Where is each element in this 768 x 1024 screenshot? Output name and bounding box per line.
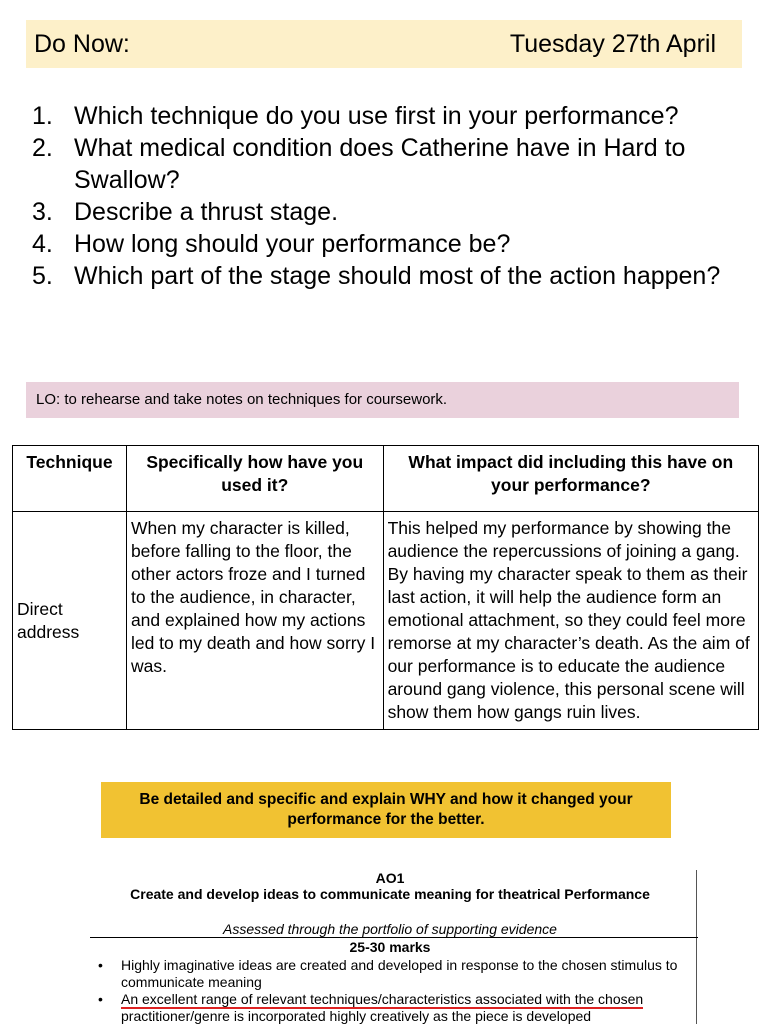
question-item	[26, 260, 746, 292]
cell-how: When my character is killed, before falling to the floor, the other actors froze and I turned to the audience, in character, and explained how my actions led to my death and how sorry I was.	[126, 512, 383, 730]
question-number: 2.	[32, 134, 53, 162]
question-item	[26, 100, 746, 132]
header-how: Specifically how have you used it?	[126, 446, 383, 512]
question-number: 4.	[32, 230, 53, 258]
question-text: How long should your performance be?	[74, 230, 511, 258]
question-number: 3.	[32, 198, 53, 226]
instruction-text: Be detailed and specific and explain WHY and how it changed your performance for the better.	[139, 791, 633, 828]
criteria-title: Create and develop ideas to communicate meaning for theatrical Performance	[130, 886, 650, 902]
bullet-text-underlined: An excellent range of relevant techniques/characteristics associated with the chosen practitioner/genre is incorporated highly creatively as the piece is developed	[121, 991, 644, 1024]
assessment-criteria-excerpt	[90, 870, 698, 1024]
criteria-bullets	[90, 957, 690, 1024]
list-item	[90, 957, 690, 991]
table-row	[13, 512, 759, 730]
technique-table	[12, 445, 759, 730]
cell-impact: This helped my performance by showing the audience the repercussions of joining a gang. By having my character speak to them as their last action, it will help the audience form an emotional attachment, so they could feel more remorse at my character’s death. As the aim of our performance is to educate the audience around gang violence, this personal scene will show them how gangs ruin lives.	[383, 512, 758, 730]
list-item	[90, 991, 690, 1024]
table-header-row	[13, 446, 759, 512]
question-number: 1.	[32, 102, 53, 130]
bullet-icon: •	[98, 991, 103, 1007]
instruction-callout	[101, 782, 671, 838]
question-item	[26, 228, 746, 260]
divider	[90, 937, 698, 938]
divider	[696, 870, 697, 1024]
question-text: What medical condition does Catherine have in Hard to Swallow?	[74, 134, 686, 194]
question-text: Describe a thrust stage.	[74, 198, 339, 226]
learning-objective	[26, 382, 739, 418]
criteria-subtitle: Assessed through the portfolio of supporting evidence	[223, 921, 557, 937]
question-list	[26, 100, 746, 292]
criteria-code: AO1	[375, 870, 405, 886]
bullet-icon: •	[98, 957, 103, 973]
criteria-marks: 25-30 marks	[349, 939, 431, 955]
learning-objective-text: LO: to rehearse and take notes on techniques for coursework.	[36, 391, 448, 408]
question-number: 5.	[32, 262, 53, 290]
question-text: Which technique do you use first in your performance?	[74, 102, 679, 130]
header-impact: What impact did including this have on your performance?	[383, 446, 758, 512]
question-item	[26, 132, 746, 196]
cell-technique: Direct address	[13, 512, 127, 730]
bullet-text: Highly imaginative ideas are created and developed in response to the chosen stimulus to communicate meaning	[121, 957, 678, 990]
header-technique: Technique	[13, 446, 127, 512]
do-now-label: Do Now:	[34, 30, 130, 58]
date-label: Tuesday 27th April	[509, 30, 716, 58]
do-now-banner	[26, 20, 742, 68]
question-item	[26, 196, 746, 228]
question-text: Which part of the stage should most of the action happen?	[74, 262, 721, 290]
